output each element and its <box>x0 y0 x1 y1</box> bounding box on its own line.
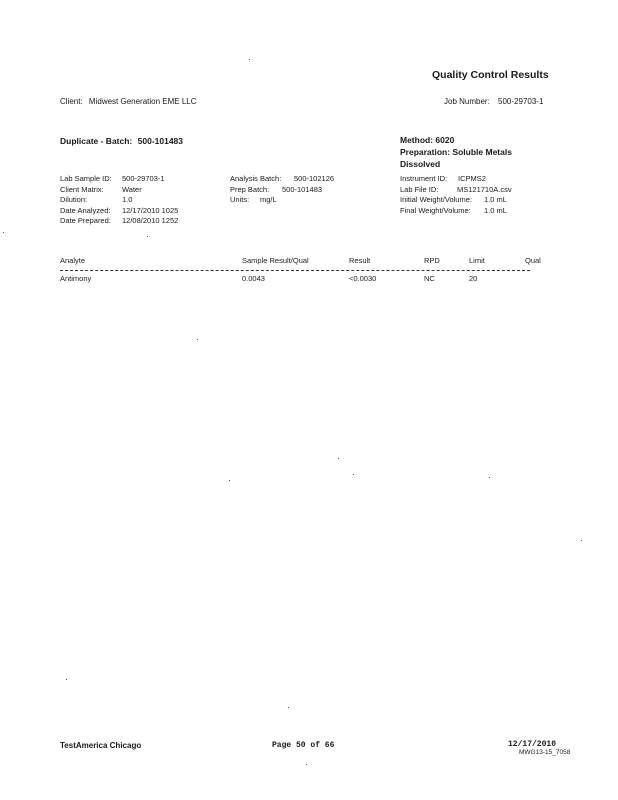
col-header-qual: Qual <box>525 256 541 265</box>
scan-speck <box>306 764 307 765</box>
client-value: Midwest Generation EME LLC <box>88 97 197 106</box>
batch-number: 500-101483 <box>137 136 184 146</box>
col-header-limit: Limit <box>469 256 485 265</box>
cell-limit: 20 <box>469 274 478 283</box>
footer-lab-name: TestAmerica Chicago <box>60 741 142 750</box>
info-row-analysis-batch: Analysis Batch: 500-102126 <box>230 174 335 183</box>
info-row-prep-batch: Prep Batch: 500-101483 <box>230 184 323 194</box>
col-header-analyte: Analyte <box>60 256 86 265</box>
info-row-units: Units: mg/L <box>230 195 277 204</box>
scan-speck <box>66 679 67 680</box>
table-header-divider <box>60 270 530 271</box>
info-row-date-prepared: Date Prepared: 12/08/2010 1252 <box>60 216 179 225</box>
scan-speck <box>249 59 250 60</box>
info-row-lab-file-id: Lab File ID: MS121710A.csv <box>400 184 512 194</box>
preparation-line: Preparation: Soluble Metals <box>400 147 512 157</box>
col-header-result: Result <box>349 256 371 265</box>
method-block <box>400 134 512 170</box>
job-number-line <box>444 97 543 106</box>
info-row-instrument-id: Instrument ID: ICPMS2 <box>400 174 486 183</box>
info-row-client-matrix: Client Matrix: Water <box>60 184 142 194</box>
report-title: Quality Control Results <box>432 69 549 81</box>
scan-speck <box>353 474 354 475</box>
scan-speck <box>581 540 582 541</box>
cell-rpd: NC <box>424 274 435 283</box>
scan-speck <box>229 480 230 481</box>
footer-doc-id: MWG13-15_7058 <box>519 749 571 756</box>
info-right <box>400 174 512 216</box>
footer-page-number: Page 50 of 66 <box>272 741 335 750</box>
job-number-value: 500-29703-1 <box>498 97 544 106</box>
col-header-rpd: RPD <box>424 256 440 265</box>
info-row-dilution: Dilution: 1.0 <box>60 195 133 204</box>
scan-speck <box>338 458 339 459</box>
client-label: Client: <box>60 97 83 106</box>
scan-speck <box>197 339 198 340</box>
scan-speck <box>288 707 289 708</box>
col-header-sample-result: Sample Result/Qual <box>242 256 309 265</box>
info-row-lab-sample-id: Lab Sample ID: 500-29703-1 <box>60 174 165 183</box>
info-mid <box>230 174 334 206</box>
batch-label: Duplicate - Batch: <box>60 136 133 146</box>
info-row-date-analyzed: Date Analyzed: 12/17/2010 1025 <box>60 205 179 215</box>
client-line <box>60 97 197 106</box>
cell-result: <0.0030 <box>349 274 377 283</box>
info-left <box>60 174 178 227</box>
info-row-final-weight: Final Weight/Volume: 1.0 mL <box>400 205 507 215</box>
batch-title <box>60 136 183 146</box>
cell-analyte: Antimony <box>60 274 92 283</box>
scan-speck <box>3 232 4 233</box>
footer-date: 12/17/2010 <box>508 740 557 749</box>
preparation-line-2: Dissolved <box>400 159 441 169</box>
info-row-initial-weight: Initial Weight/Volume: 1.0 mL <box>400 195 507 204</box>
job-number-label: Job Number: <box>444 97 490 106</box>
cell-sample-result: 0.0043 <box>242 274 265 283</box>
scan-speck <box>147 236 148 237</box>
method-line: Method: 6020 <box>400 135 455 145</box>
scan-speck <box>489 477 490 478</box>
